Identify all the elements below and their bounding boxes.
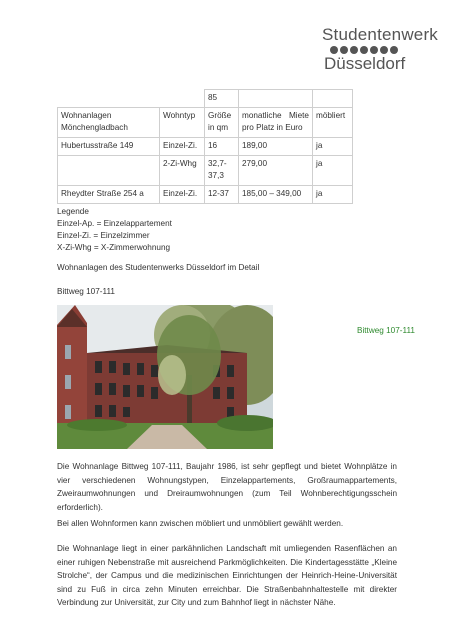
header-moebliert: möbliert [313,108,353,138]
housing-table [57,89,353,204]
legend-line: Einzel-Ap. = Einzelappartement [57,219,172,228]
logo-line-2: Düsseldorf [324,54,406,73]
legend [57,206,172,254]
logo-line-1: Studentenwerk [322,25,439,44]
description-paragraph-2: Bei allen Wohnformen kann zwischen möbliert und unmöbliert gewählt werden. [57,519,344,528]
legend-title: Legende [57,207,89,216]
table-top-row [58,90,353,108]
building-photo [57,305,273,449]
table-top-cell: 85 [205,90,239,108]
photo-caption: Bittweg 107-111 [357,326,415,335]
studentenwerk-logo [322,26,440,73]
table-row: 2-Zi-Whg 32,7-37,3 279,00 ja [58,156,353,186]
description-paragraph-1: Die Wohnanlage Bittweg 107-111, Baujahr 1986, ist sehr gepflegt und bietet Wohnplätze in vier verschiedenen Wohnungstypen, Einzelappartements, Großraumappartements, Zweiraumwohnungen und Dreiraumwohnungen (zum Teil Wohnberechtigungsschein erforderlich). [57,462,397,512]
table-row: Rheydter Straße 254 a Einzel-Zi. 12-37 185,00 – 349,00 ja [58,186,353,204]
legend-line: Einzel-Zi. = Einzelzimmer [57,231,150,240]
header-wohntyp: Wohntyp [160,108,205,138]
section-title: Wohnanlagen des Studentenwerks Düsseldorf im Detail [57,263,260,272]
header-wohnanlagen: Wohnanlagen Mönchengladbach [58,108,160,138]
header-miete: monatliche Miete pro Platz in Euro [239,108,313,138]
table-header-row [58,108,353,138]
header-groesse: Größe in qm [205,108,239,138]
legend-line: X-Zi-Whg = X-Zimmerwohnung [57,243,171,252]
description-paragraph-3: Die Wohnanlage liegt in einer parkähnlichen Landschaft mit umliegenden Rasenflächen an einer ruhigen Nebenstraße mit ausreichend Parkmöglichkeiten. Die Kindertagesstätte „Kleine Strolche“, der Campus und die medizinischen Einrichtungen der Heinrich-Heine-Universität sind zu Fuß in circa zehn Minuten erreichbar. Die Straßenbahnhaltestelle mit direkter Verbindung zur Universität, zur City und zum Bahnhof liegt in nächster Nähe. [57,544,397,607]
table-row: Hubertusstraße 149 Einzel-Zi. 16 189,00 ja [58,138,353,156]
subsection-title: Bittweg 107-111 [57,287,115,296]
logo-dots [330,46,440,54]
